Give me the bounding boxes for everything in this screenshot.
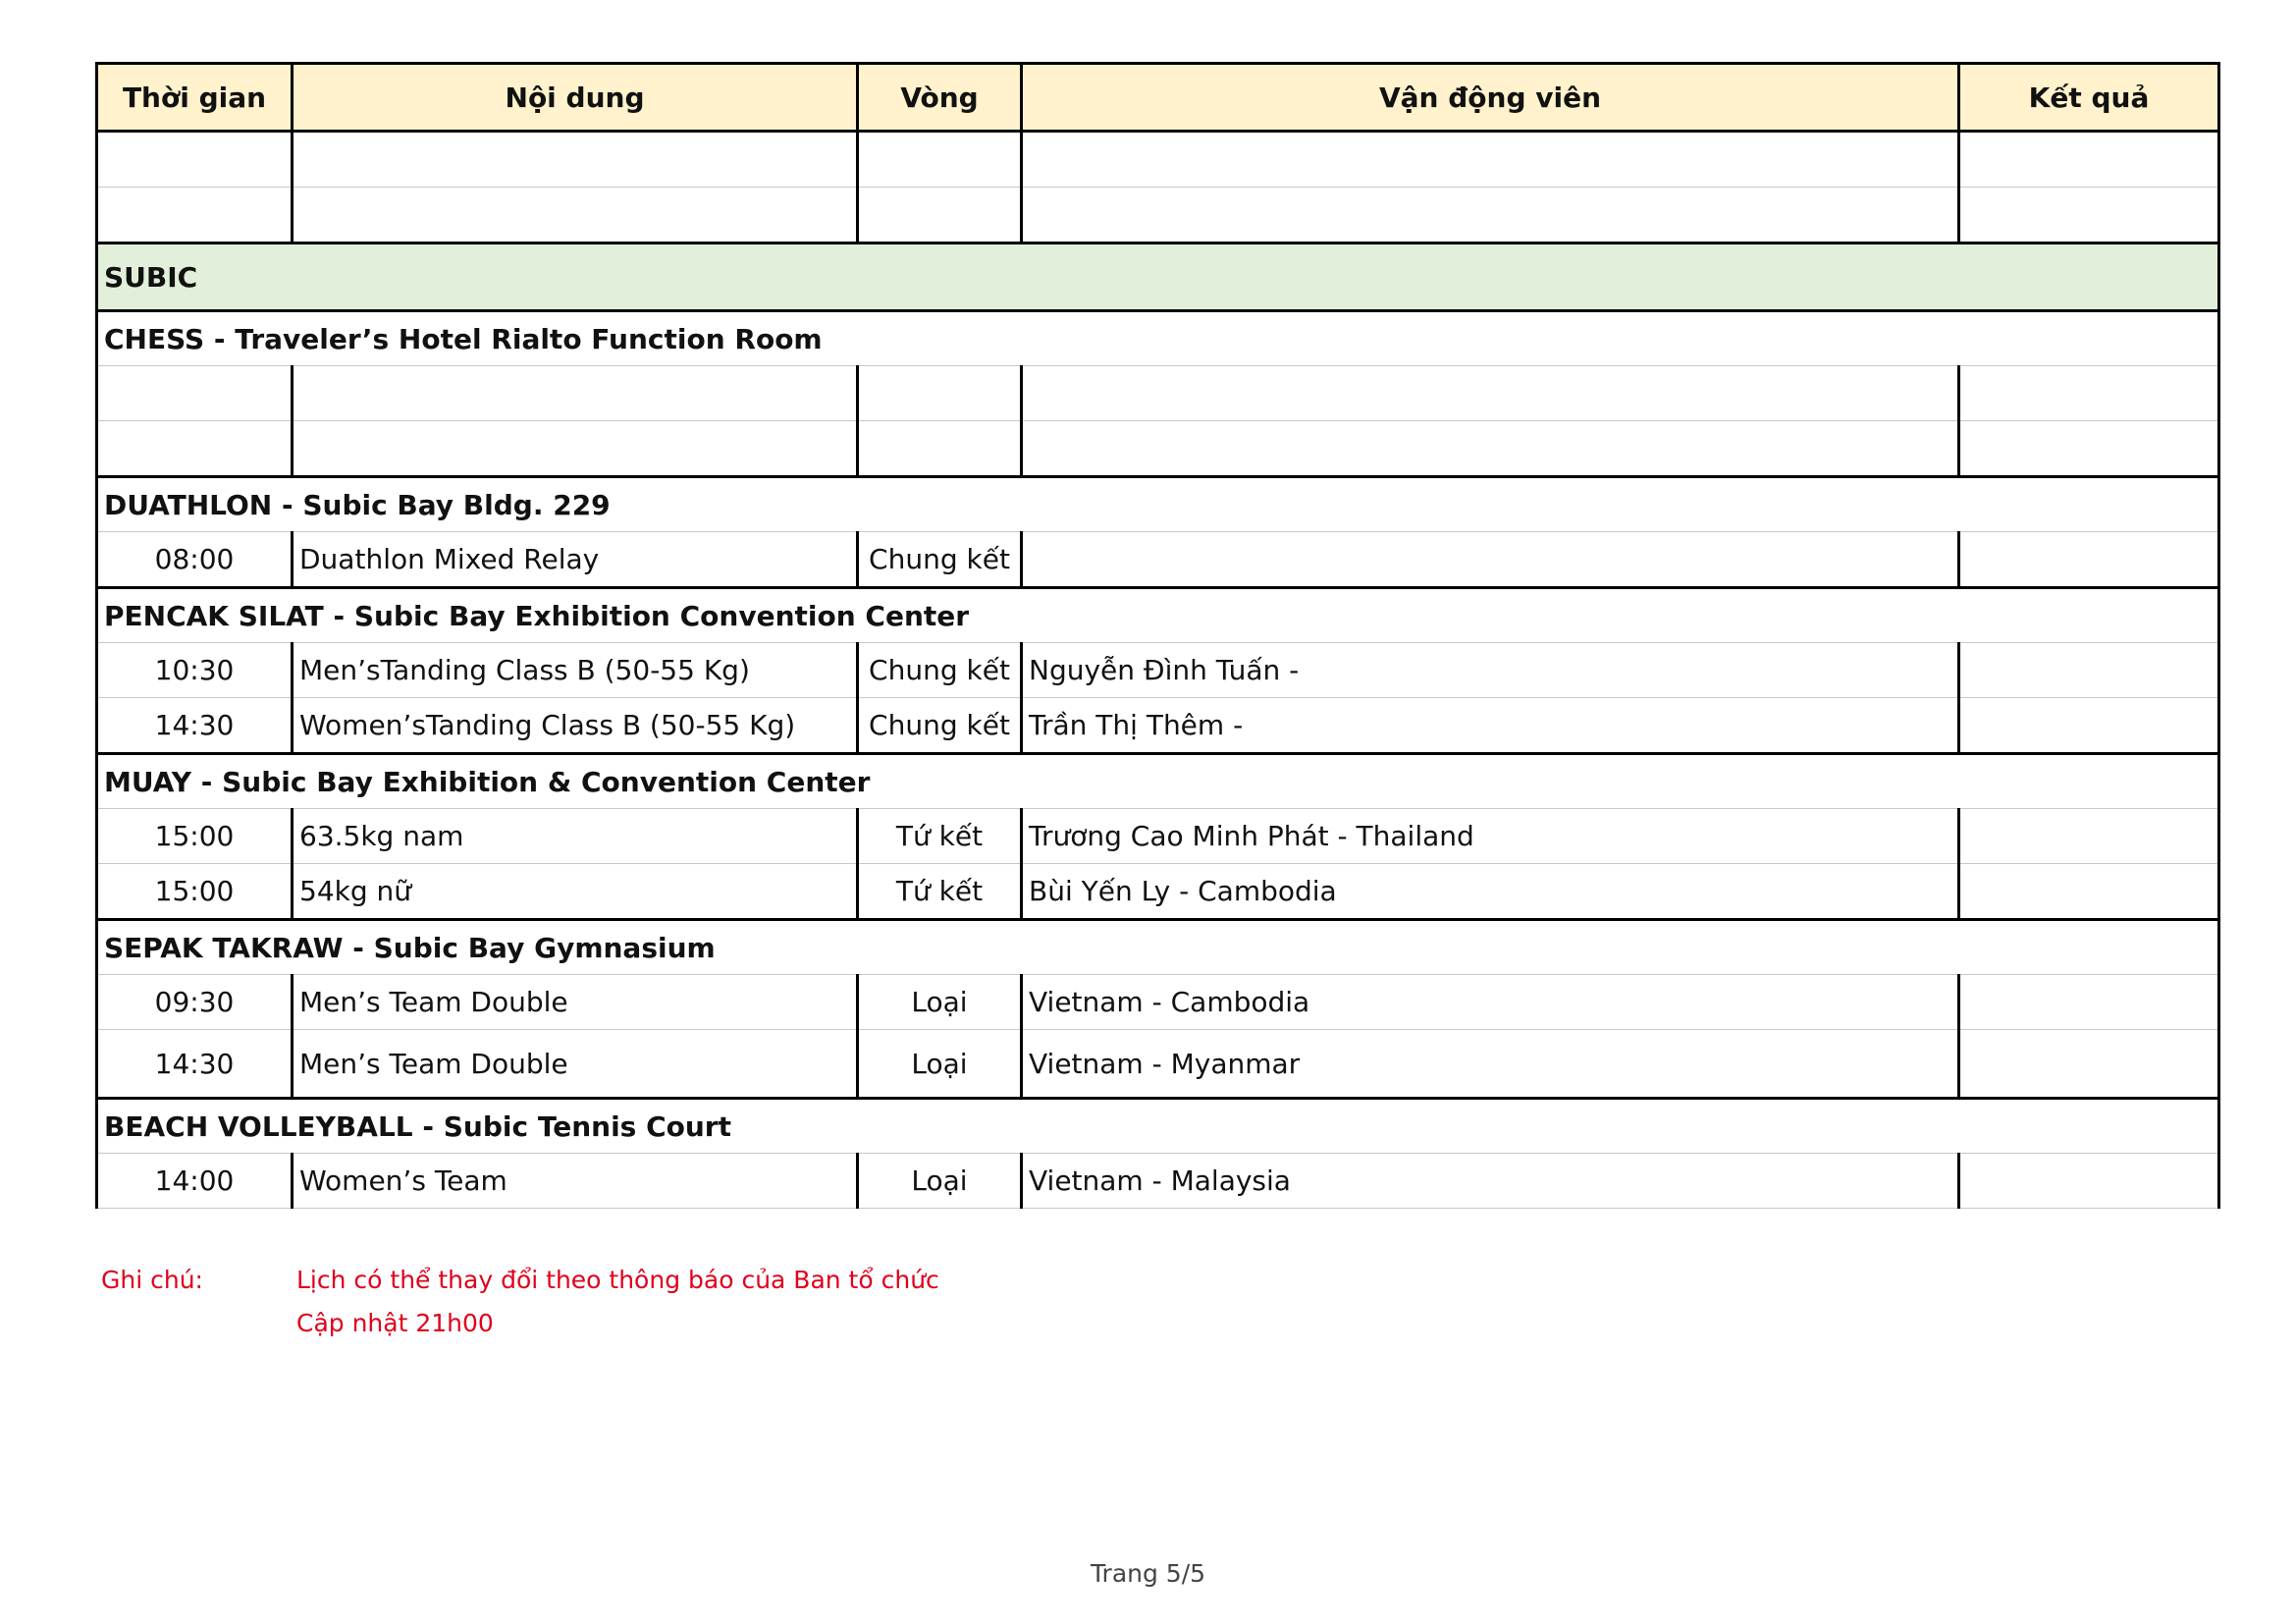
athletes-cell: Trần Thị Thêm - — [1022, 698, 1959, 754]
result-cell — [1959, 1030, 2219, 1099]
result-cell — [1959, 643, 2219, 698]
result-cell — [1959, 1154, 2219, 1209]
content-cell: Men’s Team Double — [293, 975, 858, 1030]
time-cell: 14:30 — [97, 1030, 293, 1099]
time-cell: 10:30 — [97, 643, 293, 698]
venue-row — [97, 244, 2219, 311]
sport-title: DUATHLON - Subic Bay Bldg. 229 — [97, 477, 2219, 532]
table-row — [97, 532, 2219, 588]
header-content: Nội dung — [293, 64, 858, 132]
round-cell: Tứ kết — [858, 809, 1022, 864]
content-cell: Women’s Team — [293, 1154, 858, 1209]
result-cell — [1959, 864, 2219, 920]
content-cell: Men’s Team Double — [293, 1030, 858, 1099]
time-cell: 15:00 — [97, 809, 293, 864]
content-cell: Women’sTanding Class B (50-55 Kg) — [293, 698, 858, 754]
sport-header-beach-volleyball — [97, 1099, 2219, 1154]
header-athletes: Vận động viên — [1022, 64, 1959, 132]
time-cell: 14:30 — [97, 698, 293, 754]
page-number: Trang 5/5 — [1090, 1559, 1206, 1588]
table-row — [97, 809, 2219, 864]
round-cell: Chung kết — [858, 698, 1022, 754]
header-time: Thời gian — [97, 64, 293, 132]
athletes-cell: Vietnam - Malaysia — [1022, 1154, 1959, 1209]
sport-header-sepak-takraw — [97, 920, 2219, 975]
athletes-cell — [1022, 532, 1959, 588]
table-row — [97, 643, 2219, 698]
notes — [101, 1259, 939, 1345]
sport-title: CHESS - Traveler’s Hotel Rialto Function Room — [97, 311, 2219, 366]
notes-line-1: Lịch có thể thay đổi theo thông báo của Ban tổ chức — [296, 1266, 939, 1294]
table-row — [97, 975, 2219, 1030]
sport-title: SEPAK TAKRAW - Subic Bay Gymnasium — [97, 920, 2219, 975]
empty-row — [97, 366, 2219, 421]
table-row — [97, 1030, 2219, 1099]
table-row — [97, 698, 2219, 754]
round-cell: Chung kết — [858, 532, 1022, 588]
athletes-cell: Vietnam - Cambodia — [1022, 975, 1959, 1030]
result-cell — [1959, 975, 2219, 1030]
athletes-cell: Vietnam - Myanmar — [1022, 1030, 1959, 1099]
content-cell: Men’sTanding Class B (50-55 Kg) — [293, 643, 858, 698]
empty-row — [97, 188, 2219, 244]
header-round: Vòng — [858, 64, 1022, 132]
time-cell: 08:00 — [97, 532, 293, 588]
content-cell: Duathlon Mixed Relay — [293, 532, 858, 588]
header-row — [97, 64, 2219, 132]
round-cell: Loại — [858, 1154, 1022, 1209]
sport-header-chess — [97, 311, 2219, 366]
table-row — [97, 864, 2219, 920]
result-cell — [1959, 809, 2219, 864]
time-cell: 09:30 — [97, 975, 293, 1030]
sport-header-muay — [97, 754, 2219, 809]
round-cell: Loại — [858, 1030, 1022, 1099]
athletes-cell: Trương Cao Minh Phát - Thailand — [1022, 809, 1959, 864]
athletes-cell: Bùi Yến Ly - Cambodia — [1022, 864, 1959, 920]
header-result: Kết quả — [1959, 64, 2219, 132]
content-cell: 63.5kg nam — [293, 809, 858, 864]
sport-title: PENCAK SILAT - Subic Bay Exhibition Convention Center — [97, 588, 2219, 643]
athletes-cell: Nguyễn Đình Tuấn - — [1022, 643, 1959, 698]
schedule-table — [95, 62, 2220, 1209]
round-cell: Tứ kết — [858, 864, 1022, 920]
result-cell — [1959, 532, 2219, 588]
time-cell: 14:00 — [97, 1154, 293, 1209]
time-cell: 15:00 — [97, 864, 293, 920]
round-cell: Loại — [858, 975, 1022, 1030]
empty-row — [97, 421, 2219, 477]
sport-header-pencak-silat — [97, 588, 2219, 643]
notes-label: Ghi chú: — [101, 1266, 203, 1294]
notes-line-2: Cập nhật 21h00 — [296, 1309, 494, 1337]
result-cell — [1959, 698, 2219, 754]
round-cell: Chung kết — [858, 643, 1022, 698]
empty-row — [97, 132, 2219, 188]
table-row — [97, 1154, 2219, 1209]
content-cell: 54kg nữ — [293, 864, 858, 920]
sport-title: MUAY - Subic Bay Exhibition & Convention Center — [97, 754, 2219, 809]
sport-header-duathlon — [97, 477, 2219, 532]
sport-title: BEACH VOLLEYBALL - Subic Tennis Court — [97, 1099, 2219, 1154]
venue-title: SUBIC — [97, 244, 2219, 311]
